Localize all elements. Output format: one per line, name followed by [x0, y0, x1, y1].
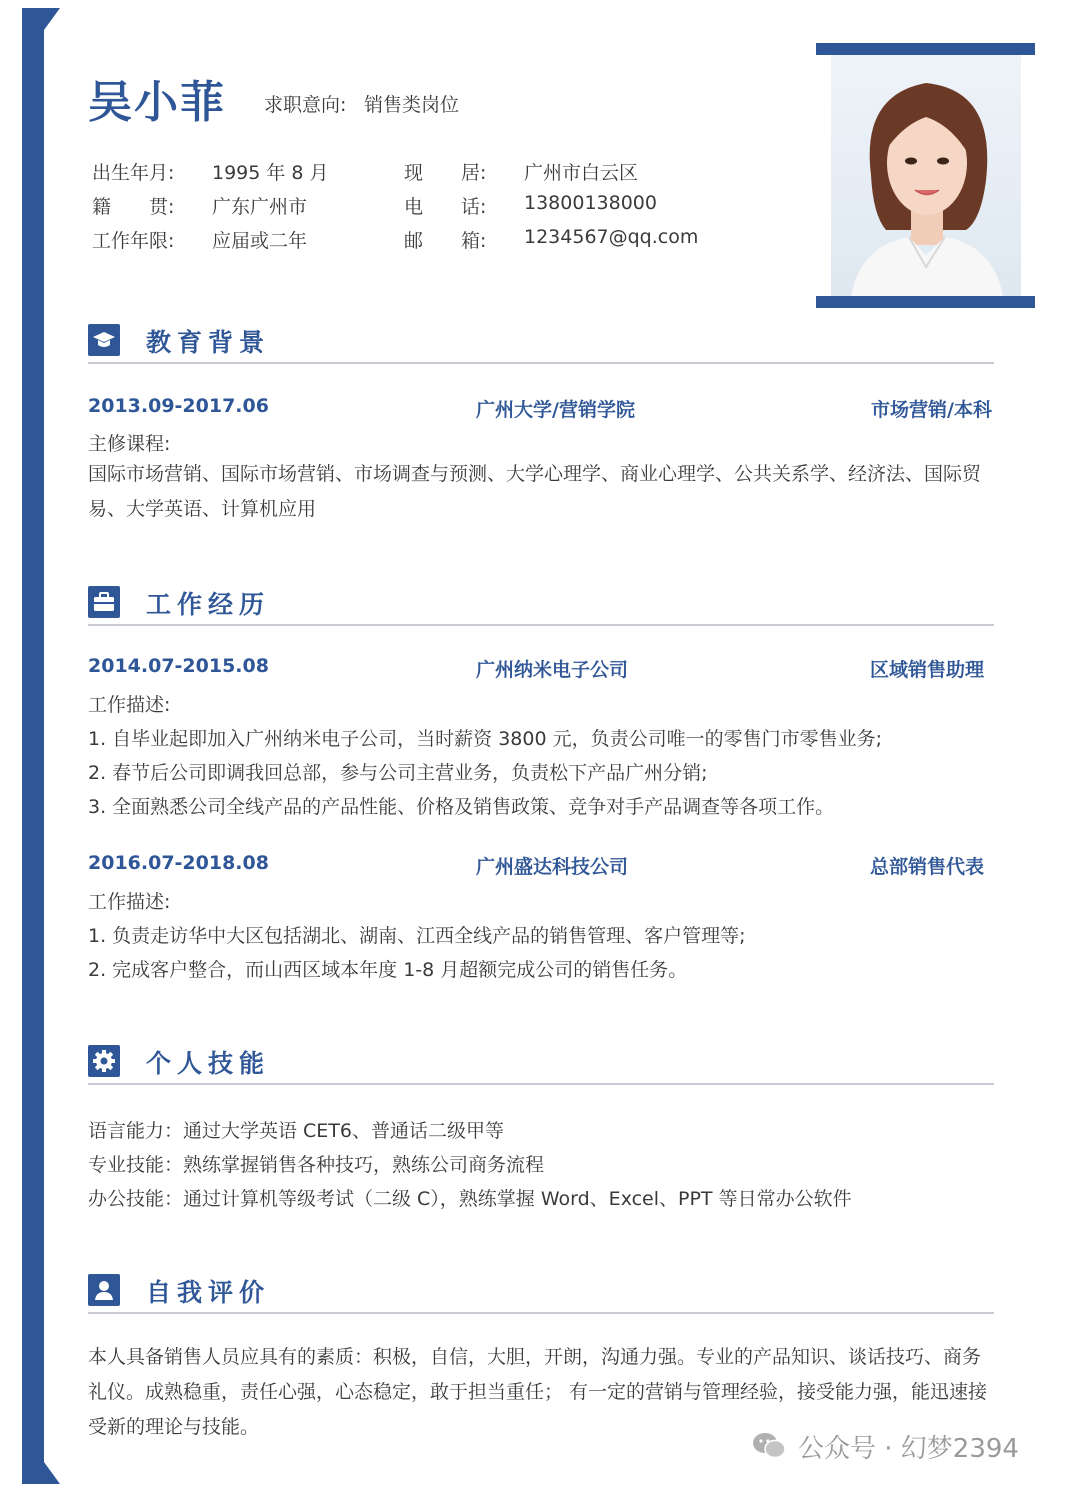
- intent-label: 求职意向:: [264, 94, 347, 116]
- self-eval-text: 本人具备销售人员应具有的素质：积极，自信，大胆，开朗，沟通力强。专业的产品知识、谈话技巧、商务礼仪。成熟稳重，责任心强，心态稳定，敢于担当重任； 有一定的营销与管理经验，接受能力强，能迅速接受新的理论与技能。: [88, 1346, 988, 1438]
- skill-item: 专业技能：熟练掌握销售各种技巧，熟练公司商务流程: [88, 1154, 545, 1176]
- profile-photo: [831, 55, 1021, 296]
- work-divider: [88, 624, 994, 626]
- self-eval-divider: [88, 1312, 994, 1314]
- skill-item: 语言能力：通过大学英语 CET6、普通话二级甲等: [88, 1120, 505, 1142]
- job-role: 总部销售代表: [869, 856, 984, 878]
- job-desc-item: 1. 自毕业起即加入广州纳米电子公司，当时薪资 3800 元，负责公司唯一的零售门市零售业务;: [88, 728, 883, 750]
- gear-icon: [88, 1045, 120, 1077]
- person-icon: [88, 1274, 120, 1306]
- education-date: 2013.09-2017.06: [88, 395, 269, 417]
- phone-label: 电 话:: [404, 196, 487, 218]
- native-label: 籍 贯:: [92, 196, 175, 218]
- left-bar-bottom-tip: [44, 1462, 60, 1484]
- left-accent-bar: [22, 8, 44, 1484]
- email-value: 1234567@qq.com: [524, 226, 699, 248]
- graduation-cap-icon: [88, 324, 120, 356]
- education-major: 市场营销/本科: [871, 399, 992, 421]
- job-role: 区域销售助理: [869, 659, 984, 681]
- wechat-icon: [752, 1432, 786, 1460]
- education-divider: [88, 362, 994, 364]
- self-eval-title: 自我评价: [146, 1278, 271, 1307]
- job-company: 广州纳米电子公司: [476, 659, 629, 681]
- intent-value: 销售类岗位: [364, 94, 460, 116]
- briefcase-icon: [88, 586, 120, 618]
- job-date: 2016.07-2018.08: [88, 852, 269, 874]
- job-desc-item: 2. 完成客户整合，而山西区域本年度 1-8 月超额完成公司的销售任务。: [88, 959, 688, 981]
- education-title: 教育背景: [146, 328, 271, 357]
- watermark-text: 公众号 · 幻梦2394: [798, 1434, 1019, 1464]
- courses-label: 主修课程:: [88, 433, 171, 455]
- job-company: 广州盛达科技公司: [476, 856, 629, 878]
- years-label: 工作年限:: [92, 230, 175, 252]
- email-label: 邮 箱:: [404, 230, 487, 252]
- native-value: 广东广州市: [212, 196, 308, 218]
- skills-divider: [88, 1083, 994, 1085]
- job-desc-label: 工作描述:: [88, 694, 171, 716]
- job-desc-item: 1. 负责走访华中大区包括湖北、湖南、江西全线产品的销售管理、客户管理等;: [88, 925, 746, 947]
- birth-label: 出生年月:: [92, 162, 175, 184]
- candidate-name: 吴小菲: [88, 77, 226, 128]
- education-school: 广州大学/营销学院: [476, 399, 635, 421]
- work-title: 工作经历: [146, 590, 271, 619]
- job-desc-label: 工作描述:: [88, 891, 171, 913]
- skills-title: 个人技能: [146, 1049, 271, 1078]
- courses-text: 国际市场营销、国际市场营销、市场调查与预测、大学心理学、商业心理学、公共关系学、经济法、国际贸易、大学英语、计算机应用: [88, 463, 982, 520]
- photo-frame-top: [816, 43, 1035, 55]
- birth-value: 1995 年 8 月: [212, 162, 329, 184]
- residence-label: 现 居:: [404, 162, 487, 184]
- job-desc-item: 3. 全面熟悉公司全线产品的产品性能、价格及销售政策、竞争对手产品调查等各项工作。: [88, 796, 835, 818]
- photo-frame-bottom: [816, 296, 1035, 308]
- left-bar-top-tip: [44, 8, 60, 30]
- job-date: 2014.07-2015.08: [88, 655, 269, 677]
- skill-item: 办公技能：通过计算机等级考试（二级 C），熟练掌握 Word、Excel、PPT 等日常办公软件: [88, 1188, 852, 1210]
- residence-value: 广州市白云区: [524, 162, 639, 184]
- phone-value: 13800138000: [524, 192, 657, 214]
- years-value: 应届或二年: [212, 230, 308, 252]
- job-desc-item: 2. 春节后公司即调我回总部，参与公司主营业务，负责松下产品广州分销;: [88, 762, 708, 784]
